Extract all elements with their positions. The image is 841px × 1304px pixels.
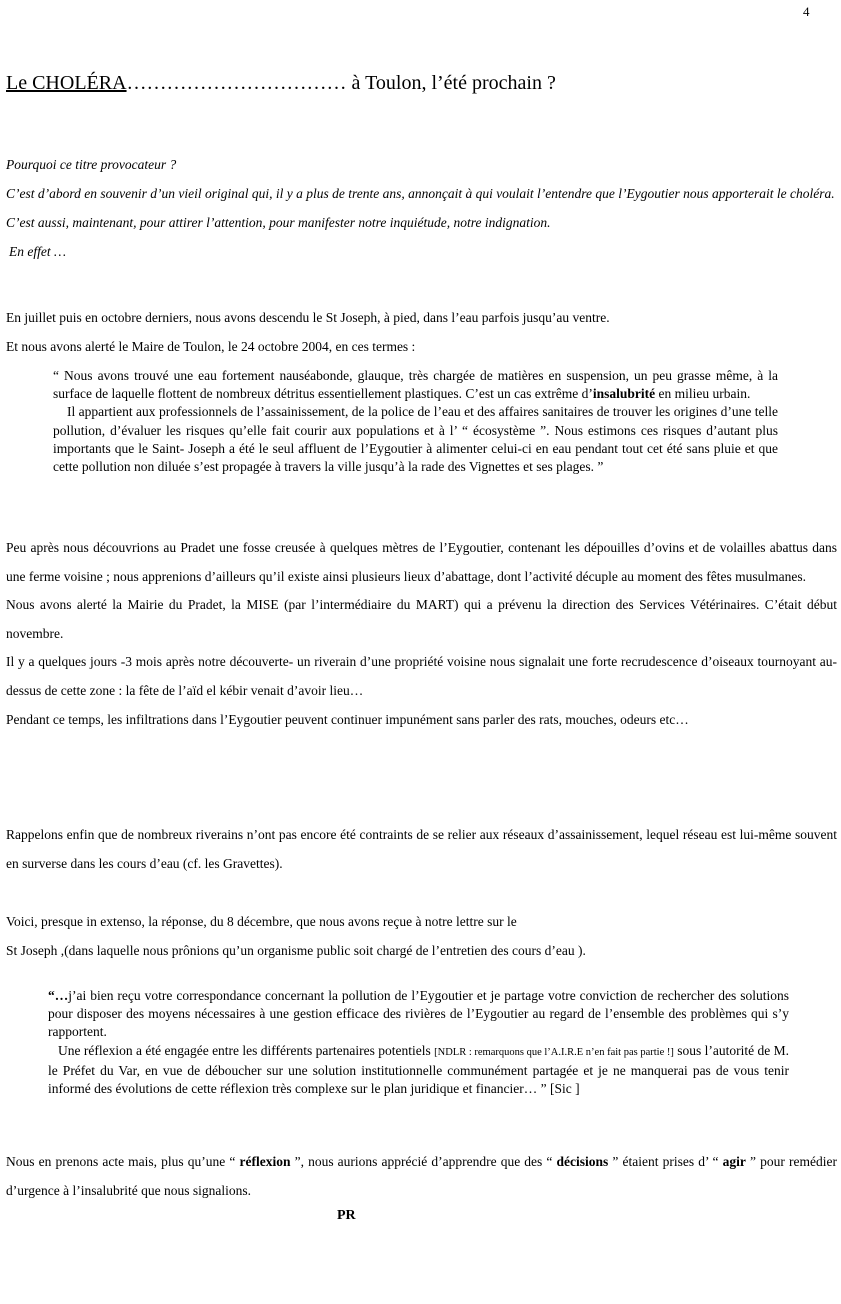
paragraph: En juillet puis en octobre derniers, nous avons descendu le St Joseph, à pied, dans l’eau parfois jusqu’au ventre.	[6, 310, 610, 325]
quote-prefect-reply	[48, 987, 789, 1098]
paragraph: Rappelons enfin que de nombreux riverains n’ont pas encore été contraints de se relier aux réseaux d’assainissement, lequel réseau est lui-même souvent en surverse dans les cours d’eau (cf. les Gravettes).	[6, 827, 837, 871]
quote-bold-term: insalubrité	[592, 386, 656, 402]
section-reply-intro	[6, 908, 837, 965]
quote-text: “ Nous avons trouvé une eau fortement nauséabonde, glauque, très chargée de matières en suspension, un peu grasse même, à la surface de laquelle flottent de nombreux détritus essentiellement plastiques. C’est un cas extrême d’	[53, 368, 778, 402]
section-conclusion	[6, 1148, 837, 1205]
quote-open-mark: “…	[48, 988, 69, 1003]
intro-line: C’est d’abord en souvenir d’un vieil original qui, il y a plus de trente ans, annonçait à qui voulait l’entendre que l’Eygoutier nous apporterait le choléra.	[6, 186, 835, 201]
quote-paragraph	[48, 1042, 789, 1099]
intro-line: En effet …	[9, 244, 66, 259]
quote-text: Une réflexion a été engagée entre les différents partenaires potentiels	[58, 1042, 435, 1058]
intro-line: C’est aussi, maintenant, pour attirer l’attention, pour manifester notre inquiétude, notre indignation.	[6, 215, 551, 230]
text-run: ”, nous aurions apprécié d’apprendre que des “	[290, 1154, 557, 1169]
text-run: ” étaient prises d’ “	[608, 1154, 723, 1169]
title-dots: ……………………………	[126, 72, 347, 94]
bold-word: décisions	[556, 1154, 609, 1169]
ndlr-note: [NDLR : remarquons que l’A.I.R.E n’en fait pas partie !]	[434, 1046, 674, 1058]
quote-text: j’ai bien reçu votre correspondance concernant la pollution de l’Eygoutier et je partage votre conviction de rechercher des solutions pour disposer des moyens nécessaires à une gestion efficace des rivières de l’Eygoutier au regard de l’ensemble des problèmes qui s’y rapportent.	[48, 988, 789, 1040]
quote-letter-mayor	[53, 367, 778, 476]
quote-paragraph: Il appartient aux professionnels de l’assainissement, de la police de l’eau et des affaires sanitaires de trouver les origines d’une telle pollution, d’évaluer les risques qu’elle fait courir aux populations et à l’ “ écosystème ”. Nous estimons ces risques d’autant plus importants que le Saint- Joseph a été le seul affluent de l’Eygoutier à alimenter celui-ci en eau pendant tout cet été sans pluie et que cette pollution non diluée s’est propagée à travers la ville jusqu’à la rade des Vignettes et ses plages. ”	[53, 404, 778, 475]
quote-paragraph	[53, 367, 778, 403]
section-descent	[6, 304, 837, 361]
paragraph: Il y a quelques jours -3 mois après notre découverte- un riverain d’une propriété voisine nous signalait une forte recrudescence d’oiseaux tournoyant au-dessus de cette zone : la fête de l’aïd el kébir venait d’avoir lieu…	[6, 654, 837, 698]
section-network	[6, 821, 837, 878]
title-rest: à Toulon, l’été prochain ?	[346, 72, 556, 94]
signature: PR	[337, 1208, 356, 1223]
bold-word: réflexion	[239, 1154, 291, 1169]
paragraph-line: St Joseph ,(dans laquelle nous prônions qu’un organisme public soit chargé de l’entretien des cours d’eau ).	[6, 942, 586, 958]
quote-paragraph	[48, 987, 789, 1042]
paragraph: Nous avons alerté la Mairie du Pradet, la MISE (par l’intermédiaire du MART) qui a prévenu la direction des Services Vétérinaires. C’était début novembre.	[6, 597, 837, 641]
title-cholera: Le CHOLÉRA	[6, 72, 127, 94]
paragraph-line: Voici, presque in extenso, la réponse, du 8 décembre, que nous avons reçue à notre lettre sur le	[6, 914, 517, 929]
bold-word: agir	[722, 1154, 746, 1169]
page-title	[6, 72, 556, 95]
quote-text: sous l’autorité de M. le Préfet du Var, en vue de déboucher sur une solution institutionnelle communément partagée et je ne manquerai pas de vous tenir informé des évolutions de cette réflexion très complexe sur le plan juridique et financier… ” [Sic ]	[48, 1042, 790, 1097]
page-number: 4	[803, 4, 810, 19]
intro-line: Pourquoi ce titre provocateur ?	[6, 157, 177, 172]
paragraph	[6, 1148, 837, 1205]
quote-text: en milieu urbain.	[655, 386, 751, 402]
paragraph: Et nous avons alerté le Maire de Toulon, le 24 octobre 2004, en ces termes :	[6, 338, 416, 354]
section-pradet	[6, 534, 837, 734]
text-run: ” pour remédier d’urgence à l’insalubrité que nous signalions.	[6, 1154, 837, 1198]
intro-block	[6, 150, 836, 266]
paragraph: Peu après nous découvrions au Pradet une fosse creusée à quelques mètres de l’Eygoutier, contenant les dépouilles d’ovins et de volailles abattus dans une ferme voisine ; nous apprenions d’ailleurs qu’il existe ainsi plusieurs lieux d’abattage, dont l’activité décuple au moment des fêtes musulmanes.	[6, 540, 837, 584]
text-run: Nous en prenons acte mais, plus qu’une “	[6, 1154, 240, 1169]
paragraph: Pendant ce temps, les infiltrations dans l’Eygoutier peuvent continuer impunément sans parler des rats, mouches, odeurs etc…	[6, 711, 689, 727]
